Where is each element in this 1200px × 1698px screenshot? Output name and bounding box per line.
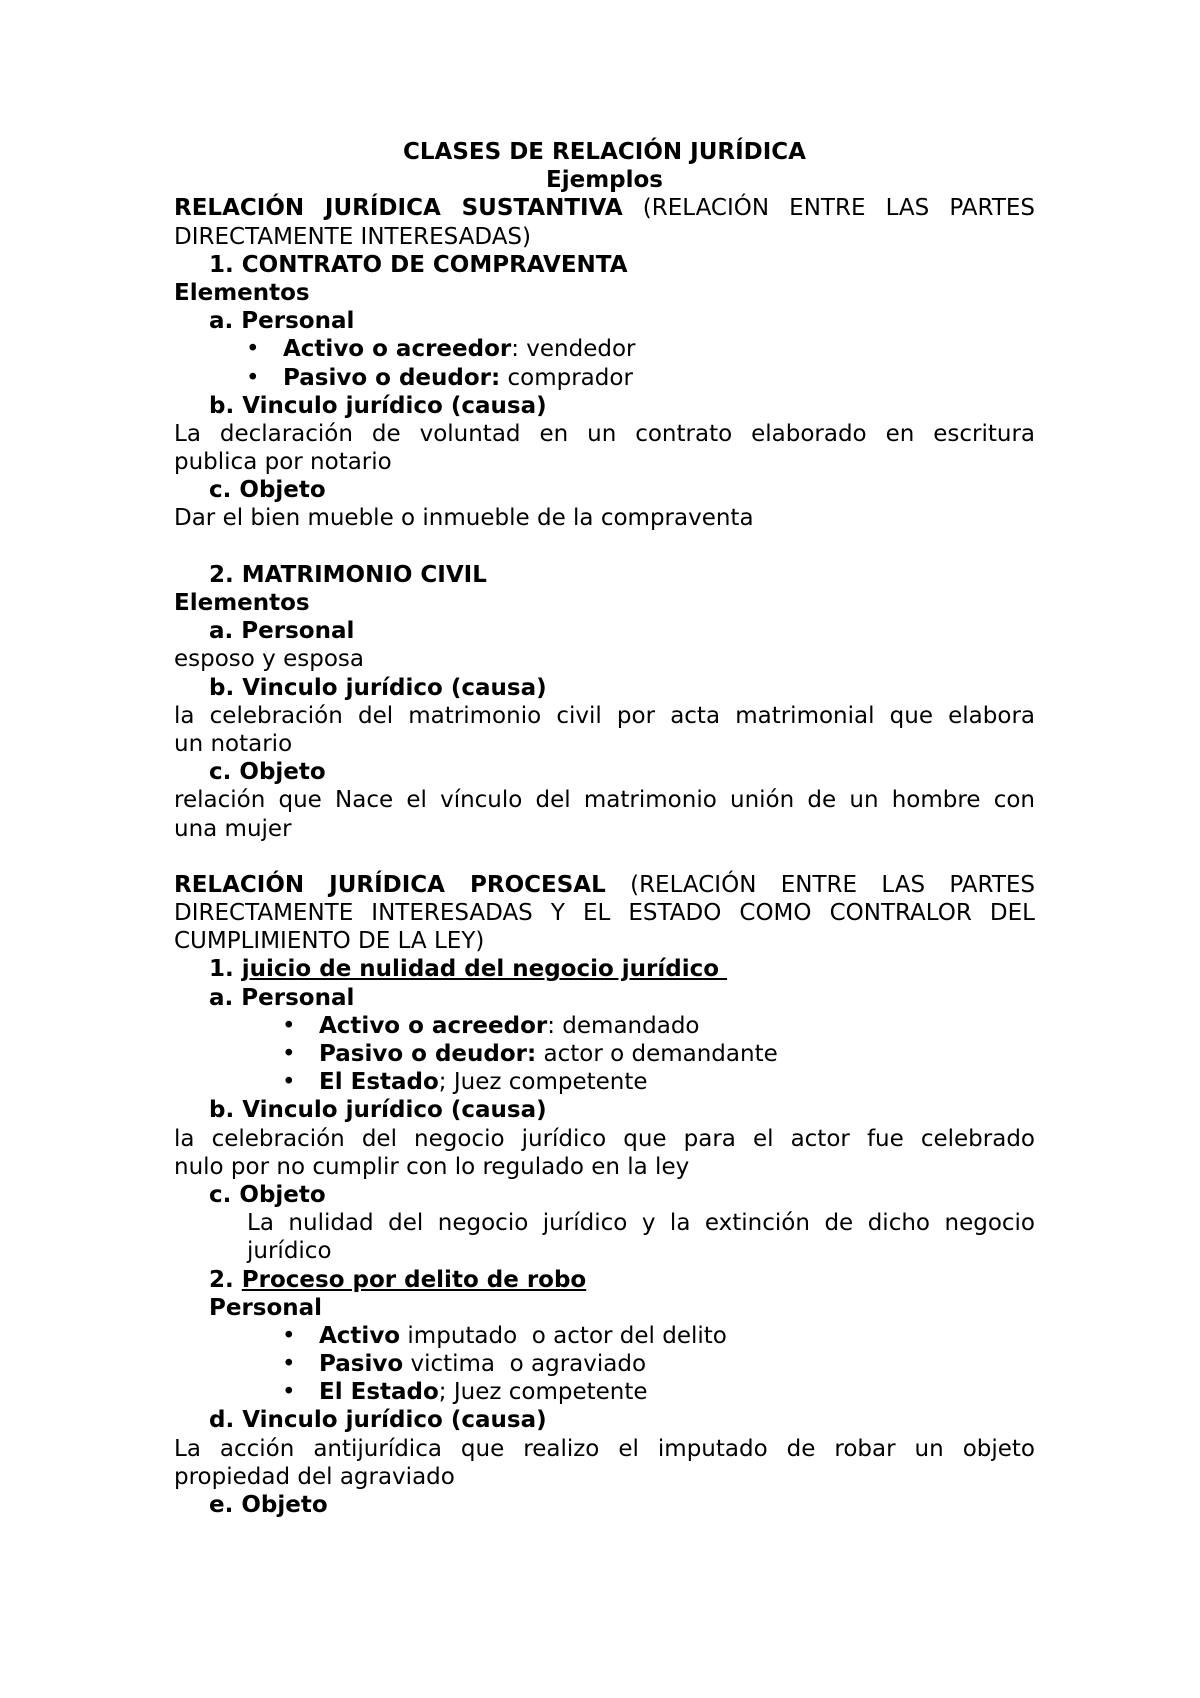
item-value: victima o agraviado xyxy=(403,1351,647,1378)
list-marker: d. xyxy=(209,1407,235,1434)
robo-number: 2. xyxy=(209,1266,234,1293)
bullet-icon: • xyxy=(282,1069,296,1096)
sustantiva-heading-line xyxy=(174,194,1035,222)
procesal-desc-1: (RELACIÓN ENTRE LAS PARTES xyxy=(630,871,1036,898)
robo-title: Proceso por delito de robo xyxy=(241,1266,587,1293)
item-label: El Estado xyxy=(319,1379,439,1406)
bullet-icon: • xyxy=(282,1351,296,1378)
bullet-icon: • xyxy=(246,364,260,391)
juicio-title: juicio de nulidad del negocio jurídico xyxy=(241,956,728,983)
procesal-desc-line-3: CUMPLIMIENTO DE LA LEY) xyxy=(174,928,485,955)
item-value: comprador xyxy=(500,364,633,391)
item-label: Activo o acreedor xyxy=(283,336,512,363)
matrimonio-a-text: esposo y esposa xyxy=(174,646,364,673)
robo-d-vinculo xyxy=(174,1406,1035,1434)
bullet-icon: • xyxy=(282,1322,296,1349)
section-label: Personal xyxy=(241,308,355,335)
section-label: Personal xyxy=(241,618,355,645)
robo-heading xyxy=(174,1266,1035,1294)
juicio-activo-item xyxy=(174,1012,1035,1040)
section-label: Objeto xyxy=(239,1181,326,1208)
bullet-icon: • xyxy=(282,1012,296,1039)
juicio-b-text-1: la celebración del negocio jurídico que para el actor fue celebrado xyxy=(174,1125,1035,1152)
bullet-icon: • xyxy=(282,1379,296,1406)
contrato-title: CONTRATO DE COMPRAVENTA xyxy=(241,251,628,278)
contrato-elementos: Elementos xyxy=(174,279,310,306)
item-label: Pasivo xyxy=(319,1351,404,1378)
item-value: : vendedor xyxy=(511,336,636,363)
contrato-pasivo-item xyxy=(174,364,1035,392)
juicio-estado-item xyxy=(174,1068,1035,1096)
contrato-activo-item xyxy=(174,335,1035,363)
contrato-b-text-1: La declaración de voluntad en un contrato elaborado en escritura xyxy=(174,420,1035,447)
juicio-a-personal xyxy=(174,984,1035,1012)
section-label: Vinculo jurídico (causa) xyxy=(242,1097,547,1124)
matrimonio-number: 2. xyxy=(209,561,234,588)
document-subtitle: Ejemplos xyxy=(546,167,663,194)
matrimonio-c-objeto xyxy=(174,758,1035,786)
procesal-desc-line-2: DIRECTAMENTE INTERESADAS Y EL ESTADO COMO CONTRALOR DEL xyxy=(174,900,1035,927)
list-marker: c. xyxy=(209,759,232,786)
contrato-c-objeto xyxy=(174,476,1035,504)
procesal-heading-line xyxy=(174,871,1035,899)
item-value: ; Juez competente xyxy=(438,1379,648,1406)
juicio-c-text-1: La nulidad del negocio jurídico y la extinción de dicho negocio xyxy=(247,1210,1035,1237)
robo-d-text-1: La acción antijurídica que realizo el imputado de robar un objeto xyxy=(174,1435,1035,1462)
item-label: Activo o acreedor xyxy=(319,1012,548,1039)
juicio-pasivo-item xyxy=(174,1040,1035,1068)
matrimonio-elementos: Elementos xyxy=(174,590,310,616)
list-marker: b. xyxy=(209,674,235,701)
section-label: Objeto xyxy=(239,759,326,786)
matrimonio-b-text-1: la celebración del matrimonio civil por acta matrimonial que elabora xyxy=(174,702,1035,729)
contrato-number: 1. xyxy=(209,251,234,278)
list-marker: a. xyxy=(209,984,234,1011)
matrimonio-c-text-2: una mujer xyxy=(174,815,292,842)
sustantiva-heading: RELACIÓN JURÍDICA SUSTANTIVA xyxy=(174,195,623,222)
contrato-b-vinculo xyxy=(174,392,1035,420)
list-marker: c. xyxy=(209,477,232,504)
robo-e-objeto xyxy=(174,1491,1035,1519)
contrato-b-text-2: publica por notario xyxy=(174,449,392,476)
matrimonio-c-text-1: relación que Nace el vínculo del matrimonio unión de un hombre con xyxy=(174,787,1035,814)
matrimonio-title: MATRIMONIO CIVIL xyxy=(241,561,487,588)
item-label: Pasivo o deudor: xyxy=(319,1041,537,1067)
section-label: Vinculo jurídico (causa) xyxy=(242,674,547,701)
bullet-icon: • xyxy=(246,336,260,363)
contrato-a-personal xyxy=(174,307,1035,335)
section-label: Personal xyxy=(241,984,355,1011)
juicio-c-text-2: jurídico xyxy=(247,1238,332,1265)
section-label: Vinculo jurídico (causa) xyxy=(242,1407,547,1434)
matrimonio-a-personal xyxy=(174,617,1035,645)
juicio-heading xyxy=(174,955,1035,983)
juicio-b-text-2: nulo por no cumplir con lo regulado en la ley xyxy=(174,1153,690,1180)
item-value: imputado o actor del delito xyxy=(400,1322,727,1349)
juicio-c-objeto xyxy=(174,1181,1035,1209)
list-marker: a. xyxy=(209,308,234,335)
robo-d-text-2: propiedad del agraviado xyxy=(174,1463,455,1490)
juicio-number: 1. xyxy=(209,956,234,983)
list-marker: b. xyxy=(209,392,235,419)
robo-pasivo-item xyxy=(174,1350,1035,1378)
item-value: : demandado xyxy=(547,1012,700,1039)
sustantiva-desc-1: (RELACIÓN ENTRE LAS PARTES xyxy=(642,195,1036,222)
section-label: Vinculo jurídico (causa) xyxy=(242,392,547,419)
item-value: ; Juez competente xyxy=(438,1069,648,1096)
matrimonio-b-text-2: un notario xyxy=(174,730,293,757)
sustantiva-desc-line-2: DIRECTAMENTE INTERESADAS) xyxy=(174,223,531,250)
juicio-b-vinculo xyxy=(174,1096,1035,1124)
section-label: Objeto xyxy=(239,477,326,504)
robo-activo-item xyxy=(174,1322,1035,1350)
item-label: El Estado xyxy=(319,1069,439,1096)
list-marker: c. xyxy=(209,1181,232,1208)
document-page xyxy=(174,138,1035,1519)
matrimonio-heading xyxy=(174,561,1035,589)
list-marker: b. xyxy=(209,1097,235,1124)
item-label: Activo xyxy=(319,1322,401,1349)
list-marker: e. xyxy=(209,1492,234,1518)
robo-personal: Personal xyxy=(209,1294,323,1321)
item-value: actor o demandante xyxy=(536,1041,778,1067)
list-marker: a. xyxy=(209,618,234,645)
document-title: CLASES DE RELACIÓN JURÍDICA xyxy=(403,139,806,165)
contrato-heading xyxy=(174,251,1035,279)
contrato-c-text: Dar el bien mueble o inmueble de la compraventa xyxy=(174,505,754,532)
item-label: Pasivo o deudor: xyxy=(283,364,501,391)
robo-estado-item xyxy=(174,1378,1035,1406)
matrimonio-b-vinculo xyxy=(174,674,1035,702)
procesal-heading: RELACIÓN JURÍDICA PROCESAL xyxy=(174,871,606,898)
spacer xyxy=(174,533,1035,561)
section-label: Objeto xyxy=(241,1492,328,1518)
bullet-icon: • xyxy=(282,1041,296,1067)
spacer xyxy=(174,843,1035,871)
